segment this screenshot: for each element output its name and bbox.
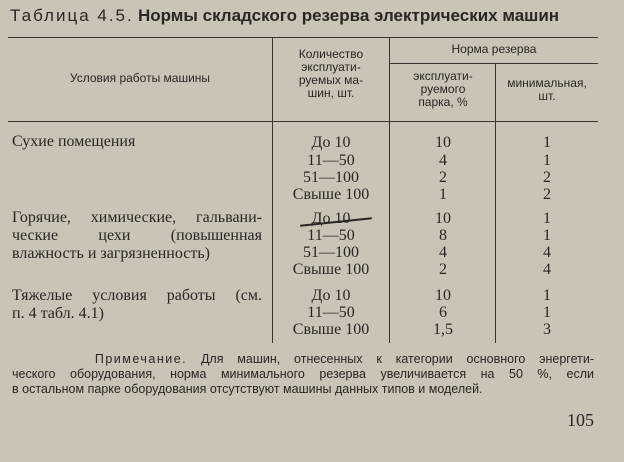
table-cell: 1: [543, 287, 551, 304]
table-cell: 4: [543, 244, 551, 261]
table-cell: До 10: [311, 134, 351, 151]
condition-hot-chemical-shops: Горячие, химические, гальвани- ческие цехи (повышенная влажность и загрязненность): [12, 209, 262, 262]
table-cell: 51—100: [303, 169, 359, 186]
table-cell: 11—50: [307, 227, 355, 244]
table-cell: 4: [543, 261, 551, 278]
column-divider-1: [272, 37, 273, 343]
table-cell: 3: [543, 321, 551, 338]
table-cell: 1: [543, 304, 551, 321]
header-bottom-rule: [8, 121, 598, 122]
table-cell: Свыше 100: [292, 261, 370, 278]
table-cell: 8: [439, 227, 447, 244]
header-operated-park: эксплуати- руемого парка, %: [413, 69, 473, 109]
table-note: Примечание. Для машин, отнесенных к категории основного энергети- ческого оборудования, норма минимального резерва увеличивается на 50 %, если в остальном парке оборудования отсутствуют машины данных типов и моделей.: [12, 352, 594, 396]
table-cell: 11—50: [307, 152, 355, 169]
table-cell: Свыше 100: [292, 186, 370, 203]
table-cell: 1,5: [433, 321, 453, 338]
table-cell: 1: [543, 134, 551, 151]
table-cell: 2: [543, 169, 551, 186]
table-cell: 4: [439, 152, 447, 169]
table-cell: 1: [439, 186, 447, 203]
condition-heavy-duty: Тяжелые условия работы (см. п. 4 табл. 4.1): [12, 287, 262, 322]
table-cell: 4: [439, 244, 447, 261]
header-norm-group: Норма резерва: [451, 42, 537, 56]
table-cell: 1: [543, 152, 551, 169]
norm-group-rule: [389, 63, 598, 64]
table-cell: 2: [439, 261, 447, 278]
table-caption: Нормы складского резерва электрических машин: [137, 6, 560, 25]
table-top-rule: [8, 37, 598, 38]
header-minimal: минимальная, шт.: [507, 76, 587, 103]
table-cell: 1: [543, 210, 551, 227]
table-cell: 1: [543, 227, 551, 244]
note-label: Примечание.: [94, 352, 188, 366]
column-divider-3: [495, 63, 496, 343]
table-cell: 10: [435, 287, 451, 304]
table-cell: До 10: [311, 210, 351, 227]
header-conditions: Условия работы машины: [69, 71, 211, 85]
table-cell: Свыше 100: [292, 321, 370, 338]
table-cell: До 10: [311, 287, 351, 304]
table-cell: 11—50: [307, 304, 355, 321]
column-divider-2: [389, 37, 390, 343]
table-cell: 10: [435, 134, 451, 151]
table-cell: 10: [435, 210, 451, 227]
table-cell: 51—100: [303, 244, 359, 261]
table-cell: 2: [439, 169, 447, 186]
table-title: [10, 6, 559, 26]
header-quantity: Количество эксплуати- руемых ма- шин, шт.: [298, 47, 364, 100]
table-cell: 2: [543, 186, 551, 203]
page-number: 105: [567, 410, 594, 430]
condition-dry-rooms: Сухие помещения: [12, 133, 136, 150]
table-cell: 6: [439, 304, 447, 321]
table-number: Таблица 4.5.: [10, 6, 134, 25]
